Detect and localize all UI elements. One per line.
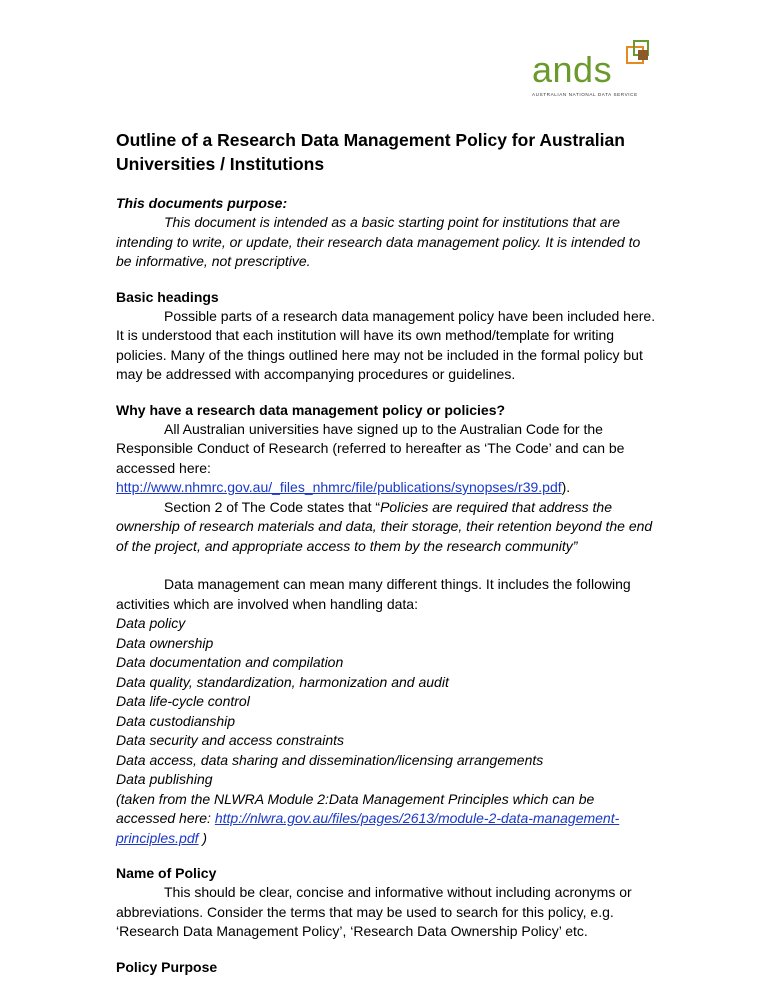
section-policy-purpose — [116, 958, 656, 977]
source-end: ) — [198, 829, 208, 846]
list-item: Data publishing — [116, 771, 213, 787]
list-item: Data access, data sharing and dissemination/licensing arrangements — [116, 751, 544, 768]
section-heading: Policy Purpose — [116, 958, 218, 975]
section2-lead: Section 2 of The Code states that “ — [164, 498, 381, 515]
document-body — [116, 128, 656, 993]
source-text: (taken from the NLWRA Module 2:Data Management Principles which can be accessed here: — [116, 790, 595, 826]
list-item: Data policy — [116, 615, 186, 631]
logo-wordmark: ands — [532, 49, 613, 90]
data-management-intro: Data management can mean many different things. It includes the following activities which are involved when handling data: — [116, 576, 631, 612]
section-text: Possible parts of a research data management policy have been included here. It is understood that each institution will have its own method/template for writing policies. Many of the things outlined here may not be included in the formal policy but may be addressed with accompanying procedures or guidelines. — [116, 307, 656, 382]
section-heading: This documents purpose: — [116, 195, 288, 211]
list-item: Data life-cycle control — [116, 693, 250, 709]
ands-logo — [532, 40, 682, 102]
nlwra-link[interactable]: http://nlwra.gov.au/files/pages/2613/module-2-data-management-principles.pdf — [116, 810, 620, 846]
code-text: All Australian universities have signed up to the Australian Code for the Responsible Conduct of Research (referred to hereafter as ‘The Code’ and can be accessed here: — [116, 420, 625, 476]
code-text-end: ). — [561, 479, 571, 495]
list-item: Data quality, standardization, harmonization and audit — [116, 673, 449, 690]
section-text: This should be clear, concise and informative without including acronyms or abbreviations. Consider the terms that may be used to search for this policy, e.g. ‘Research Data Management Policy’, ‘Research Data Ownership Policy’ etc. — [116, 884, 632, 939]
list-item: Data security and access constraints — [116, 732, 344, 748]
section2-paragraph — [116, 498, 656, 557]
data-activity-list — [116, 614, 656, 790]
section-text: This document is intended as a basic starting point for institutions that are intending to write, or update, their research data management policy. It is intended to be informative, not prescriptive. — [116, 214, 641, 269]
nhmrc-link[interactable]: http://www.nhmrc.gov.au/_files_nhmrc/file/publications/synopses/r39.pdf — [116, 479, 562, 495]
section-heading: Why have a research data management policy or policies? — [116, 401, 506, 418]
section2-quote: Policies are required that address the ownership of research materials and data, their storage, their retention beyond the end of the project, and appropriate access to them by the research community” — [116, 498, 653, 554]
section-heading: Basic headings — [116, 288, 219, 305]
section-basic-headings — [116, 288, 656, 385]
section-why-policy — [116, 401, 656, 849]
list-item: Data documentation and compilation — [116, 654, 344, 670]
code-paragraph — [116, 420, 656, 498]
list-item: Data ownership — [116, 634, 214, 651]
nlwra-source — [116, 790, 656, 849]
list-item: Data custodianship — [116, 712, 236, 729]
section-document-purpose — [116, 194, 656, 272]
section-name-of-policy — [116, 864, 656, 942]
document-title: Outline of a Research Data Management Policy for Australian Universities / Institutions — [116, 130, 625, 174]
logo-squares-icon — [626, 40, 656, 66]
logo-subtitle: AUSTRALIAN NATIONAL DATA SERVICE — [532, 92, 638, 97]
section-heading: Name of Policy — [116, 865, 217, 881]
